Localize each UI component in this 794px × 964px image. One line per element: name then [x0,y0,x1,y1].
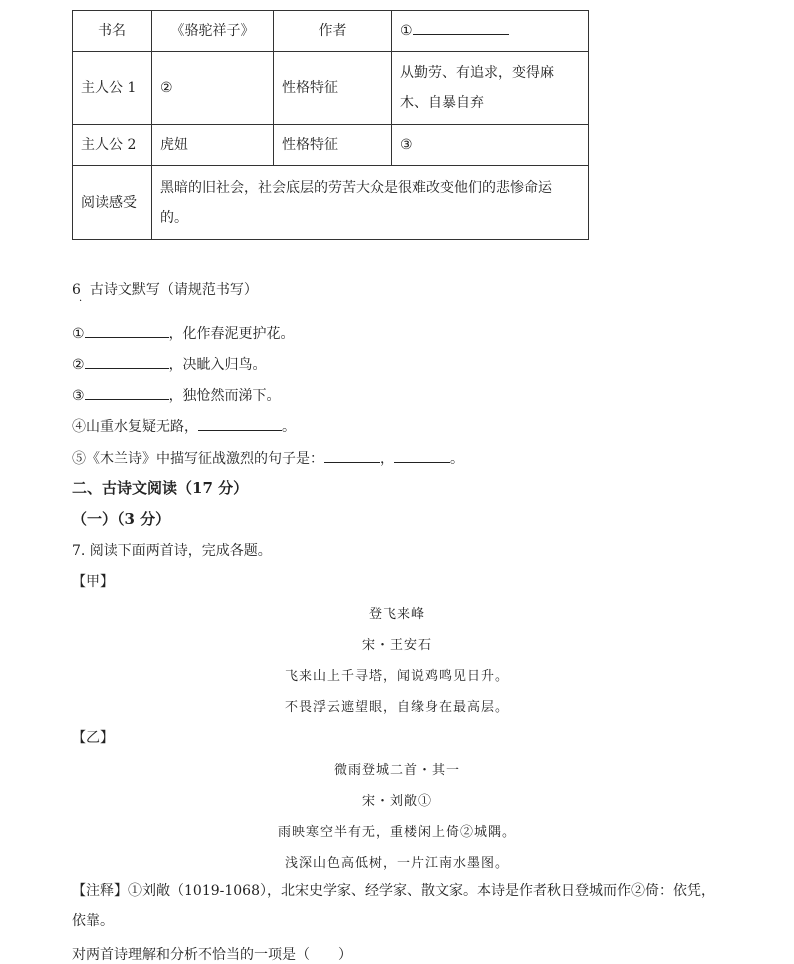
q6-dot: · [79,296,83,307]
item-text: ④山重水复疑无路， [72,419,198,435]
q6-item-2 [72,352,267,374]
poem-yi-title: 微雨登城二首・其一 [333,763,460,778]
section2-title: 二、古诗文阅读（17 分） [72,479,249,497]
answer-blank[interactable] [394,446,450,463]
poem-jia-line-1: 飞来山上千寻塔，闻说鸡鸣见日升。 [284,669,509,684]
item-text: 。 [282,419,296,435]
item-number: ② [72,357,85,373]
blank-number: ① [400,23,413,39]
table-row [73,52,589,125]
cell-reading-feeling [152,166,589,240]
table-row [73,166,589,240]
cell-reading-label: 阅读感受 [73,166,152,240]
item-number: ① [72,326,85,342]
q6-item-1 [72,321,295,343]
answer-blank[interactable] [85,352,169,369]
q7-question: 对两首诗理解和分析不恰当的一项是（ ） [72,947,352,963]
answer-blank[interactable] [85,321,169,338]
cell-author-label: 作者 [274,11,392,52]
answer-blank[interactable] [324,446,380,463]
item-text: ，决眦入归鸟。 [168,357,267,373]
item-text: ，化作春泥更护花。 [168,326,295,342]
q6-title-text: 古诗文默写（请规范书写） [89,282,258,298]
table-row [73,11,589,52]
cell-protagonist2: 虎妞 [152,125,274,166]
section2-subtitle: （一）（3 分） [72,510,171,528]
cell-book-name-label: 书名 [73,11,152,52]
author-blank[interactable] [413,18,509,35]
table-row [73,125,589,166]
poem-yi-line-2: 浅深山色高低树，一片江南水墨图。 [284,856,509,871]
answer-blank[interactable] [198,414,282,431]
answer-blank[interactable] [85,383,169,400]
poem-yi-label: 【乙】 [72,730,114,746]
book-info-table [72,10,589,240]
cell-book-name: 《骆驼祥子》 [152,11,274,52]
q6-item-3 [72,383,281,405]
poem-jia-line-2: 不畏浮云遮望眼，自缘身在最高层。 [284,700,509,715]
poem-jia-author: 宋・王安石 [361,638,432,653]
cell-protagonist1-label: 主人公 1 [73,52,152,125]
cell-protagonist1[interactable]: ② [152,52,274,125]
trait1-line2: 木、自暴自弃 [400,95,484,111]
q6-title [72,279,258,299]
cell-trait1 [392,52,589,125]
item-text: ， [380,451,394,467]
poem-jia-title: 登飞来峰 [368,607,425,622]
reading-line1: 黑暗的旧社会，社会底层的劳苦大众是很难改变他们的悲惨命运 [160,179,552,196]
item-text: ，独怆然而涕下。 [168,388,281,404]
q6-item-4 [72,414,296,436]
cell-trait2[interactable]: ③ [392,125,589,166]
item-number: ③ [72,388,85,404]
poem-note: 【注释】①刘敞（1019-1068），北宋史学家、经学家、散文家。本诗是作者秋日登城而作②倚：依凭，依靠。 [72,883,715,929]
poem-jia-label: 【甲】 [72,574,114,590]
q7-stem: 7. 阅读下面两首诗，完成各题。 [72,543,272,559]
cell-protagonist2-label: 主人公 2 [73,125,152,166]
poem-yi-author: 宋・刘敞① [361,794,432,809]
poem-yi-line-1: 雨映寒空半有无，重楼闲上倚②城隅。 [277,825,516,840]
item-text: ⑤《木兰诗》中描写征战激烈的句子是： [72,451,324,467]
q6-number: 6 [72,282,81,298]
cell-author[interactable] [392,11,589,52]
reading-line2: 的。 [160,209,188,226]
cell-trait-label: 性格特征 [274,52,392,125]
item-text: 。 [450,451,464,467]
q6-item-5 [72,446,464,468]
trait1-line1: 从勤劳、有追求，变得麻 [400,65,554,81]
cell-trait-label: 性格特征 [274,125,392,166]
